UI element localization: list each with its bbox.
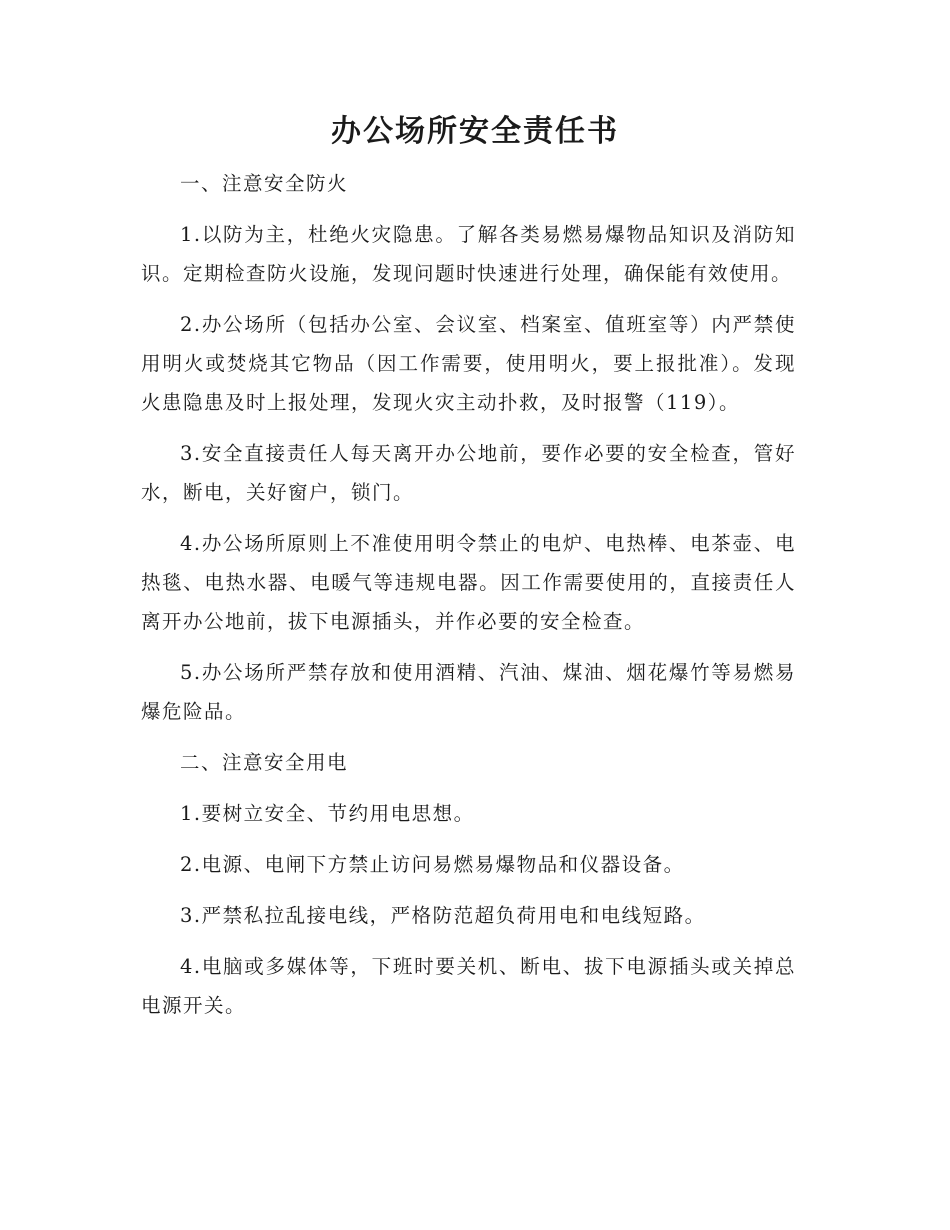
section-heading-fire-safety: 一、注意安全防火 bbox=[180, 172, 349, 195]
paragraph: 5.办公场所严禁存放和使用酒精、汽油、煤油、烟花爆竹等易燃易爆危险品。 bbox=[141, 661, 796, 723]
paragraph: 1.以防为主，杜绝火灾隐患。了解各类易燃易爆物品知识及消防知识。定期检查防火设施，发现问题时快速进行处理，确保能有效使用。 bbox=[141, 223, 796, 285]
paragraph: 4.电脑或多媒体等，下班时要关机、断电、拔下电源插头或关掉总电源开关。 bbox=[141, 955, 796, 1017]
paragraph: 3.严禁私拉乱接电线，严格防范超负荷用电和电线短路。 bbox=[180, 904, 706, 927]
paragraph: 1.要树立安全、节约用电思想。 bbox=[180, 802, 475, 825]
paragraph: 3.安全直接责任人每天离开办公地前，要作必要的安全检查，管好水，断电，关好窗户，锁门。 bbox=[141, 442, 796, 504]
section-heading-electrical-safety: 二、注意安全用电 bbox=[180, 751, 349, 774]
document-body bbox=[141, 164, 796, 1037]
paragraph: 4.办公场所原则上不准使用明令禁止的电炉、电热棒、电茶壶、电热毯、电热水器、电暖气等违规电器。因工作需要使用的，直接责任人离开办公地前，拔下电源插头，并作必要的安全检查。 bbox=[141, 532, 796, 633]
paragraph: 2.办公场所（包括办公室、会议室、档案室、值班室等）内严禁使用明火或焚烧其它物品（因工作需要，使用明火，要上报批准）。发现火患隐患及时上报处理，发现火灾主动扑救，及时报警（119）。 bbox=[141, 313, 796, 414]
paragraph: 2.电源、电闸下方禁止访问易燃易爆物品和仪器设备。 bbox=[180, 853, 685, 876]
document-title: 办公场所安全责任书 bbox=[331, 114, 619, 149]
